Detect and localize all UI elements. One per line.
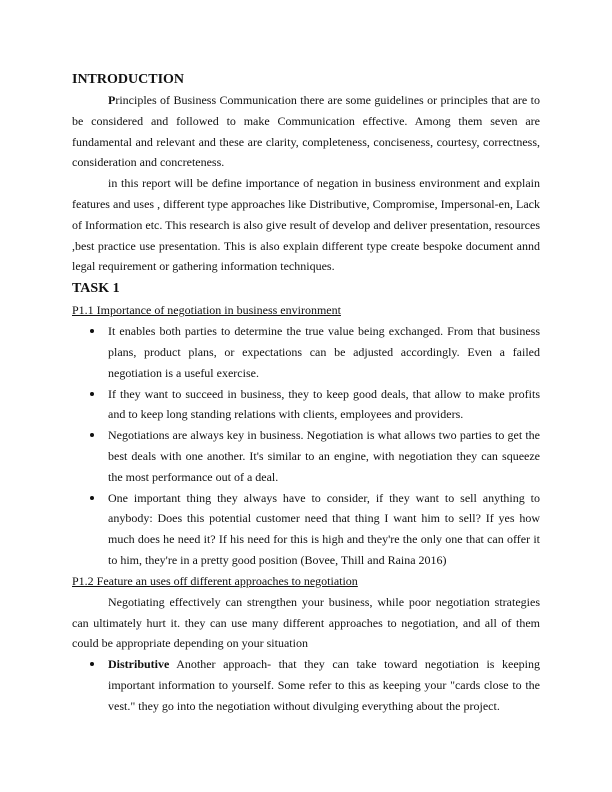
list-item: One important thing they always have to consider, if they want to sell anything to anybody: Does this potential customer need that thing I want him to sell? If yes how much does he need it? If his need for this is high and they're the only one that can offer it to him, they're in a pretty good position (Bovee, Thill and Raina 2016) (72, 488, 540, 571)
intro-paragraph-1 (72, 90, 540, 173)
approach-text: Another approach- that they can take toward negotiation is keeping important information to yourself. Some refer to this as keeping your "cards close to the vest." they go into the negotiation without divulging everything about the project. (108, 657, 540, 713)
p11-bullet-list (72, 321, 540, 571)
document-page (72, 70, 540, 717)
intro-paragraph-1-text: rinciples of Business Communication there are some guidelines or principles that are to be considered and followed to make Communication effective. Among them seven are fundamental and relevant and these are clarity, completeness, conciseness, courtesy, correctness, consideration and concreteness. (72, 93, 540, 170)
list-item: If they want to succeed in business, they to keep good deals, that allow to make profits and to keep long standing relations with clients, employees and providers. (72, 384, 540, 426)
p12-heading: P1.2 Feature an uses off different approaches to negotiation (72, 573, 358, 588)
p11-heading: P1.1 Importance of negotiation in business environment (72, 303, 341, 318)
list-item: Negotiations are always key in business. Negotiation is what allows two parties to get the best deals with one another. It's similar to an engine, with negotiation they can squeeze the most performance out of a deal. (72, 425, 540, 487)
approach-term: Distributive (108, 657, 170, 672)
p12-paragraph: Negotiating effectively can strengthen your business, while poor negotiation strategies can ultimately hurt it. they can use many different approaches to negotiation, and all of them could be appropriate depending on your situation (72, 594, 540, 651)
list-item (72, 654, 540, 716)
list-item: It enables both parties to determine the true value being exchanged. From that business plans, product plans, or expectations can be adjusted accordingly. Even a failed negotiation is a useful exercise. (72, 321, 540, 383)
intro-paragraph-2: in this report will be define importance of negation in business environment and explain features and uses , different type approaches like Distributive, Compromise, Impersonal-en, Lack of Information etc. This research is also give result of develop and deliver presentation, resources ,best practice use presentation. This is also explain different type create bespoke document annd legal requirement or gathering information techniques. (72, 176, 540, 274)
p12-bullet-list (72, 654, 540, 716)
task1-heading: TASK 1 (72, 281, 120, 297)
introduction-heading: INTRODUCTION (72, 72, 185, 87)
drop-letter: P (108, 93, 116, 107)
